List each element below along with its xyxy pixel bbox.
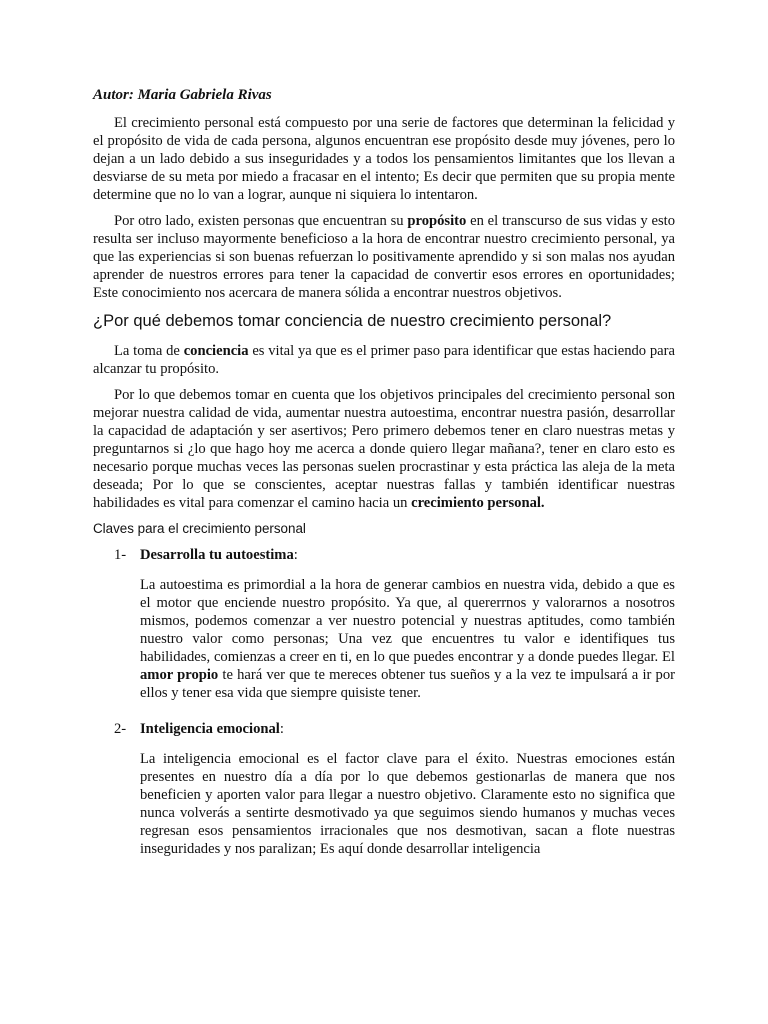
paragraph-conciencia [93,342,675,378]
paragraph-objetivos-text-a: Por lo que debemos tomar en cuenta que los objetivos principales del crecimiento personal son mejorar nuestra calidad de vida, aumentar nuestra autoestima, encontrar nuestra pasión, desarrollar la capacidad de adaptación y ser asertivos; Pero primero debemos tener en claro nuestras metas y preguntarnos si ¿lo que hago hoy me acerca a donde quiero llegar mañana?, tener en claro esto es necesario porque muchas veces las personas suelen procrastinar y esta práctica las aleja de la meta deseada; Por lo que se conscientes, aceptar nuestras fallas y también identificar nuestras habilidades es vital para comenzar el camino hacia un [93,387,675,511]
list-item-body [140,576,675,702]
bold-proposito: propósito [407,213,467,229]
list-item-body-text-a: La autoestima es primordial a la hora de generar cambios en nuestra vida, debido a que es el motor que enciende nuestro propósito. Ya que, al quererrnos y valorarnos a nosotros mismos, podemos comenzar a ver nuestro potencial y nuestras aptitudes, como también nuestro valor como personas; Una vez que encuentres tu valor e identifiques tus habilidades, comienzas a creer en ti, en lo que puedes encontrar y a donde puedes llegar. El [140,577,675,665]
list-item-title [140,546,675,564]
list-item-title-colon: : [293,547,298,563]
paragraph-intro: El crecimiento personal está compuesto por una serie de factores que determinan la felicidad y el propósito de vida de cada persona, algunos encuentran ese propósito desde muy jóvenes, pero lo dejan a un lado debido a sus inseguridades y a todos los pensamientos limitantes que los llevan a desviarse de su meta por miedo a fracasar en el intento; Es decir que permiten que su propia mente determine que no lo van a lograr, aunque ni siquiera lo intentaron. [93,115,675,203]
list-item-inteligencia [93,720,675,858]
bold-amor-propio: amor propio [140,667,219,683]
list-item-body-text-c: te hará ver que te mereces obtener tus sueños y a la vez te impulsará a ir por ellos y tener esa vida que siempre quisiste tener. [140,667,675,701]
list-item-number: 1- [114,547,127,563]
list-item-body: La inteligencia emocional es el factor clave para el éxito. Nuestras emociones están presentes en nuestro día a día por lo que debemos gestionarlas de manera que nos beneficien y aporten valor para llegar a nuestro objetivo. Claramente esto no significa que nunca volverás a sentirte desmotivado ya que seguimos siendo humanos y muchas veces regresan esos pensamientos irracionales que nos desmotivan, sacan a flote nuestras inseguridades y nos paralizan; Es aquí donde desarrollar inteligencia [140,751,675,857]
section-heading: ¿Por qué debemos tomar conciencia de nuestro crecimiento personal? [93,312,612,330]
subsection-heading: Claves para el crecimiento personal [93,521,306,536]
author-line: Autor: Maria Gabriela Rivas [93,87,272,103]
paragraph-purpose-text-a: Por otro lado, existen personas que encuentran su [114,213,408,229]
paragraph-conciencia-text-c: es vital ya que es el primer paso para identificar que estas haciendo para alcanzar tu propósito. [93,343,675,377]
list-item-title-colon: : [279,721,284,737]
list-item-autoestima [93,546,675,702]
document-page [93,86,675,876]
list-item-title [140,720,675,738]
list-item-title-bold: Inteligencia emocional [140,721,280,737]
paragraph-conciencia-text-a: La toma de [114,343,184,359]
paragraph-purpose-text-c: en el transcurso de sus vidas y esto resulta ser incluso mayormente beneficioso a la hora de encontrar nuestro crecimiento personal, ya que las experiencias si son buenas refuerzan lo positivamente aprendido y si son malas nos ayudan aprender de nuestros errores para tener la capacidad de convertir esos errores en oportunidades; Este conocimiento nos acercara de manera sólida a encontrar nuestros objetivos. [93,213,675,301]
list-item-number: 2- [114,721,127,737]
list-item-title-bold: Desarrolla tu autoestima [140,547,294,563]
paragraph-objetivos [93,386,675,512]
bold-conciencia: conciencia [183,343,249,359]
paragraph-purpose [93,212,675,302]
bold-crecimiento-personal: crecimiento personal. [411,495,545,511]
